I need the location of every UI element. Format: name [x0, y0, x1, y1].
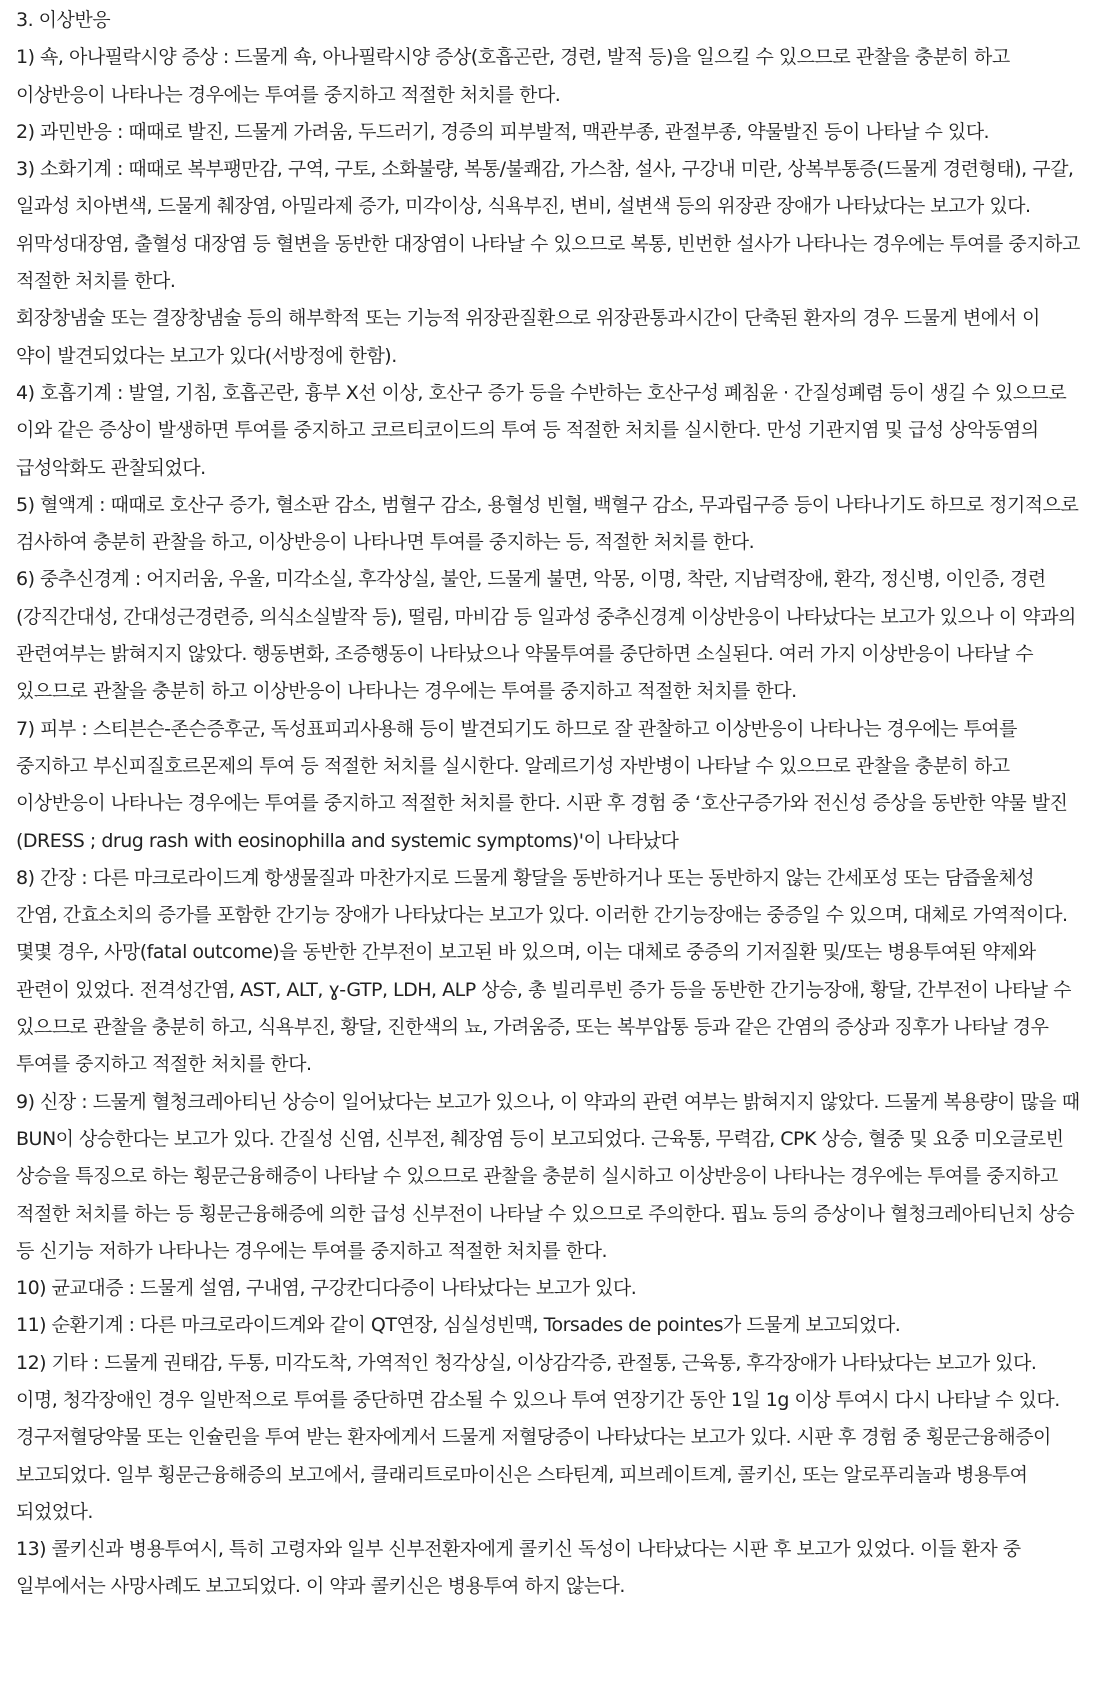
paragraph-superinfection: 10) 균교대증 : 드물게 설염, 구내염, 구강칸디다증이 나타났다는 보고가 있다. — [16, 1277, 637, 1300]
document-body — [16, 2, 1080, 1606]
paragraph-colchicine: 13) 콜키신과 병용투여시, 특히 고령자와 일부 신부전환자에게 콜키신 독성이 나타났다는 시판 후 보고가 있었다. 이들 환자 중 일부에서는 사망사례도 보고되었다. 이 약과 콜키신은 병용투여 하지 않는다. — [16, 1538, 1021, 1598]
paragraph-anaphylaxis: 1) 쇽, 아나필락시양 증상 : 드물게 쇽, 아나필락시양 증상(호흡곤란, 경련, 발적 등)을 일으킬 수 있으므로 관찰을 충분히 하고 이상반응이 나타나는 경우에는 투여를 중지하고 적절한 처치를 한다. — [16, 46, 1010, 106]
paragraph-blood: 5) 혈액계 : 때때로 호산구 증가, 혈소판 감소, 범혈구 감소, 용혈성 빈혈, 백혈구 감소, 무과립구증 등이 나타나기도 하므로 정기적으로 검사하여 충분히 관찰을 하고, 이상반응이 나타나면 투여를 중지하는 등, 적절한 처치를 한다. — [16, 493, 1079, 554]
paragraph-digestive: 3) 소화기계 : 때때로 복부팽만감, 구역, 구토, 소화불량, 복통/불쾌감, 가스참, 설사, 구강내 미란, 상복부통증(드물게 경련형태), 구갈, 일과성 치아변색, 드물게 췌장염, 아밀라제 증가, 미각이상, 식욕부진, 변비, 설변색 등의 위장관 장애가 나타났다는 보고가 있다. 위막성대장염, 출혈성 대장염 등 혈변을 동반한 대장염이 나타날 수 있으므로 복통, 빈번한 설사가 나타나는 경우에는 투여를 중지하고 적절한 처치를 한다. — [16, 158, 1080, 293]
paragraph-liver: 8) 간장 : 다른 마크로라이드계 항생물질과 마찬가지로 드물게 황달을 동반하거나 또는 동반하지 않는 간세포성 또는 담즙울체성 간염, 간효소치의 증가를 포함한 간기능 장애가 나타났다는 보고가 있다. 이러한 간기능장애는 중증일 수 있으며, 대체로 가역적이다. 몇몇 경우, 사망(fatal outcome)을 동반한 간부전이 보고된 바 있으며, 이는 대체로 중증의 기저질환 및/또는 병용투여된 약제와 관련이 있었다. 전격성간염, AST, ALT, ɣ-GTP, LDH, ALP 상승, 총 빌리루빈 증가 등을 동반한 간기능장애, 황달, 간부전이 나타날 수 있으므로 관찰을 충분히 하고, 식욕부진, 황달, 진한색의 뇨, 가려움증, 또는 복부압통 등과 같은 간염의 증상과 징후가 나타날 경우 투여를 중지하고 적절한 처치를 한다. — [16, 866, 1071, 1076]
paragraph-skin: 7) 피부 : 스티븐슨-존슨증후군, 독성표피괴사용해 등이 발견되기도 하므로 잘 관찰하고 이상반응이 나타나는 경우에는 투여를 중지하고 부신피질호르몬제의 투여 등 적절한 처치를 실시한다. 알레르기성 자반병이 나타날 수 있으므로 관찰을 충분히 하고 이상반응이 나타나는 경우에는 투여를 중지하고 적절한 처치를 한다. 시판 후 경험 중 ‘호산구증가와 전신성 증상을 동반한 약물 발진(DRESS ; drug rash with eosinophilla and systemic symptoms)'이 나타났다 — [16, 717, 1068, 852]
paragraph-cardiovascular: 11) 순환기계 : 다른 마크로라이드계와 같이 QT연장, 심실성빈맥, Torsades de pointes가 드물게 보고되었다. — [16, 1314, 901, 1337]
section-title: 3. 이상반응 — [16, 9, 111, 31]
paragraph-cns: 6) 중추신경계 : 어지러움, 우울, 미각소실, 후각상실, 불안, 드물게 불면, 악몽, 이명, 착란, 지남력장애, 환각, 정신병, 이인증, 경련(강직간대성, 간대성근경련증, 의식소실발작 등), 떨림, 마비감 등 일과성 중추신경계 이상반응이 나타났다는 보고가 있으나 이 약과의 관련여부는 밝혀지지 않았다. 행동변화, 조증행동이 나타났으나 약물투여를 중단하면 소실된다. 여러 가지 이상반응이 나타날 수 있으므로 관찰을 충분히 하고 이상반응이 나타나는 경우에는 투여를 중지하고 적절한 처치를 한다. — [16, 568, 1076, 703]
paragraph-kidney: 9) 신장 : 드물게 혈청크레아티닌 상승이 일어났다는 보고가 있으나, 이 약과의 관련 여부는 밝혀지지 않았다. 드물게 복용량이 많을 때 BUN이 상승한다는 보고가 있다. 간질성 신염, 신부전, 췌장염 등이 보고되었다. 근육통, 무력감, CPK 상승, 혈중 및 요중 미오글로빈 상승을 특징으로 하는 횡문근융해증이 나타날 수 있으므로 관찰을 충분히 실시하고 이상반응이 나타나는 경우에는 투여를 중지하고 적절한 처치를 하는 등 횡문근융해증에 의한 급성 신부전이 나타날 수 있으므로 주의한다. 핍뇨 등의 증상이나 혈청크레아티닌치 상승 등 신기능 저하가 나타나는 경우에는 투여를 중지하고 적절한 처치를 한다. — [16, 1090, 1080, 1262]
paragraph-digestive-note: 회장창냄술 또는 결장창냄술 등의 해부학적 또는 기능적 위장관질환으로 위장관통과시간이 단축된 환자의 경우 드물게 변에서 이 약이 발견되었다는 보고가 있다(서방정에 한함). — [16, 307, 1040, 367]
paragraph-other: 12) 기타 : 드물게 권태감, 두통, 미각도착, 가역적인 청각상실, 이상감각증, 관절통, 근육통, 후각장애가 나타났다는 보고가 있다. 이명, 청각장애인 경우 일반적으로 투여를 중단하면 감소될 수 있으나 투여 연장기간 동안 1일 1g 이상 투여시 다시 나타날 수 있다. 경구저혈당약물 또는 인슐린을 투여 받는 환자에게서 드물게 저혈당증이 나타났다는 보고가 있다. 시판 후 경험 중 횡문근융해증이 보고되었다. 일부 횡문근융해증의 보고에서, 클래리트로마이신은 스타틴계, 피브레이트계, 콜키신, 또는 알로푸리놀과 병용투여 되었었다. — [16, 1351, 1060, 1523]
paragraph-respiratory: 4) 호흡기계 : 발열, 기침, 호흡곤란, 흉부 X선 이상, 호산구 증가 등을 수반하는 호산구성 폐침윤 · 간질성폐렴 등이 생길 수 있으므로 이와 같은 증상이 발생하면 투여를 중지하고 코르티코이드의 투여 등 적절한 처치를 실시한다. 만성 기관지염 및 급성 상악동염의 급성악화도 관찰되었다. — [16, 381, 1067, 479]
paragraph-hypersensitivity: 2) 과민반응 : 때때로 발진, 드물게 가려움, 두드러기, 경증의 피부발적, 맥관부종, 관절부종, 약물발진 등이 나타날 수 있다. — [16, 120, 990, 143]
